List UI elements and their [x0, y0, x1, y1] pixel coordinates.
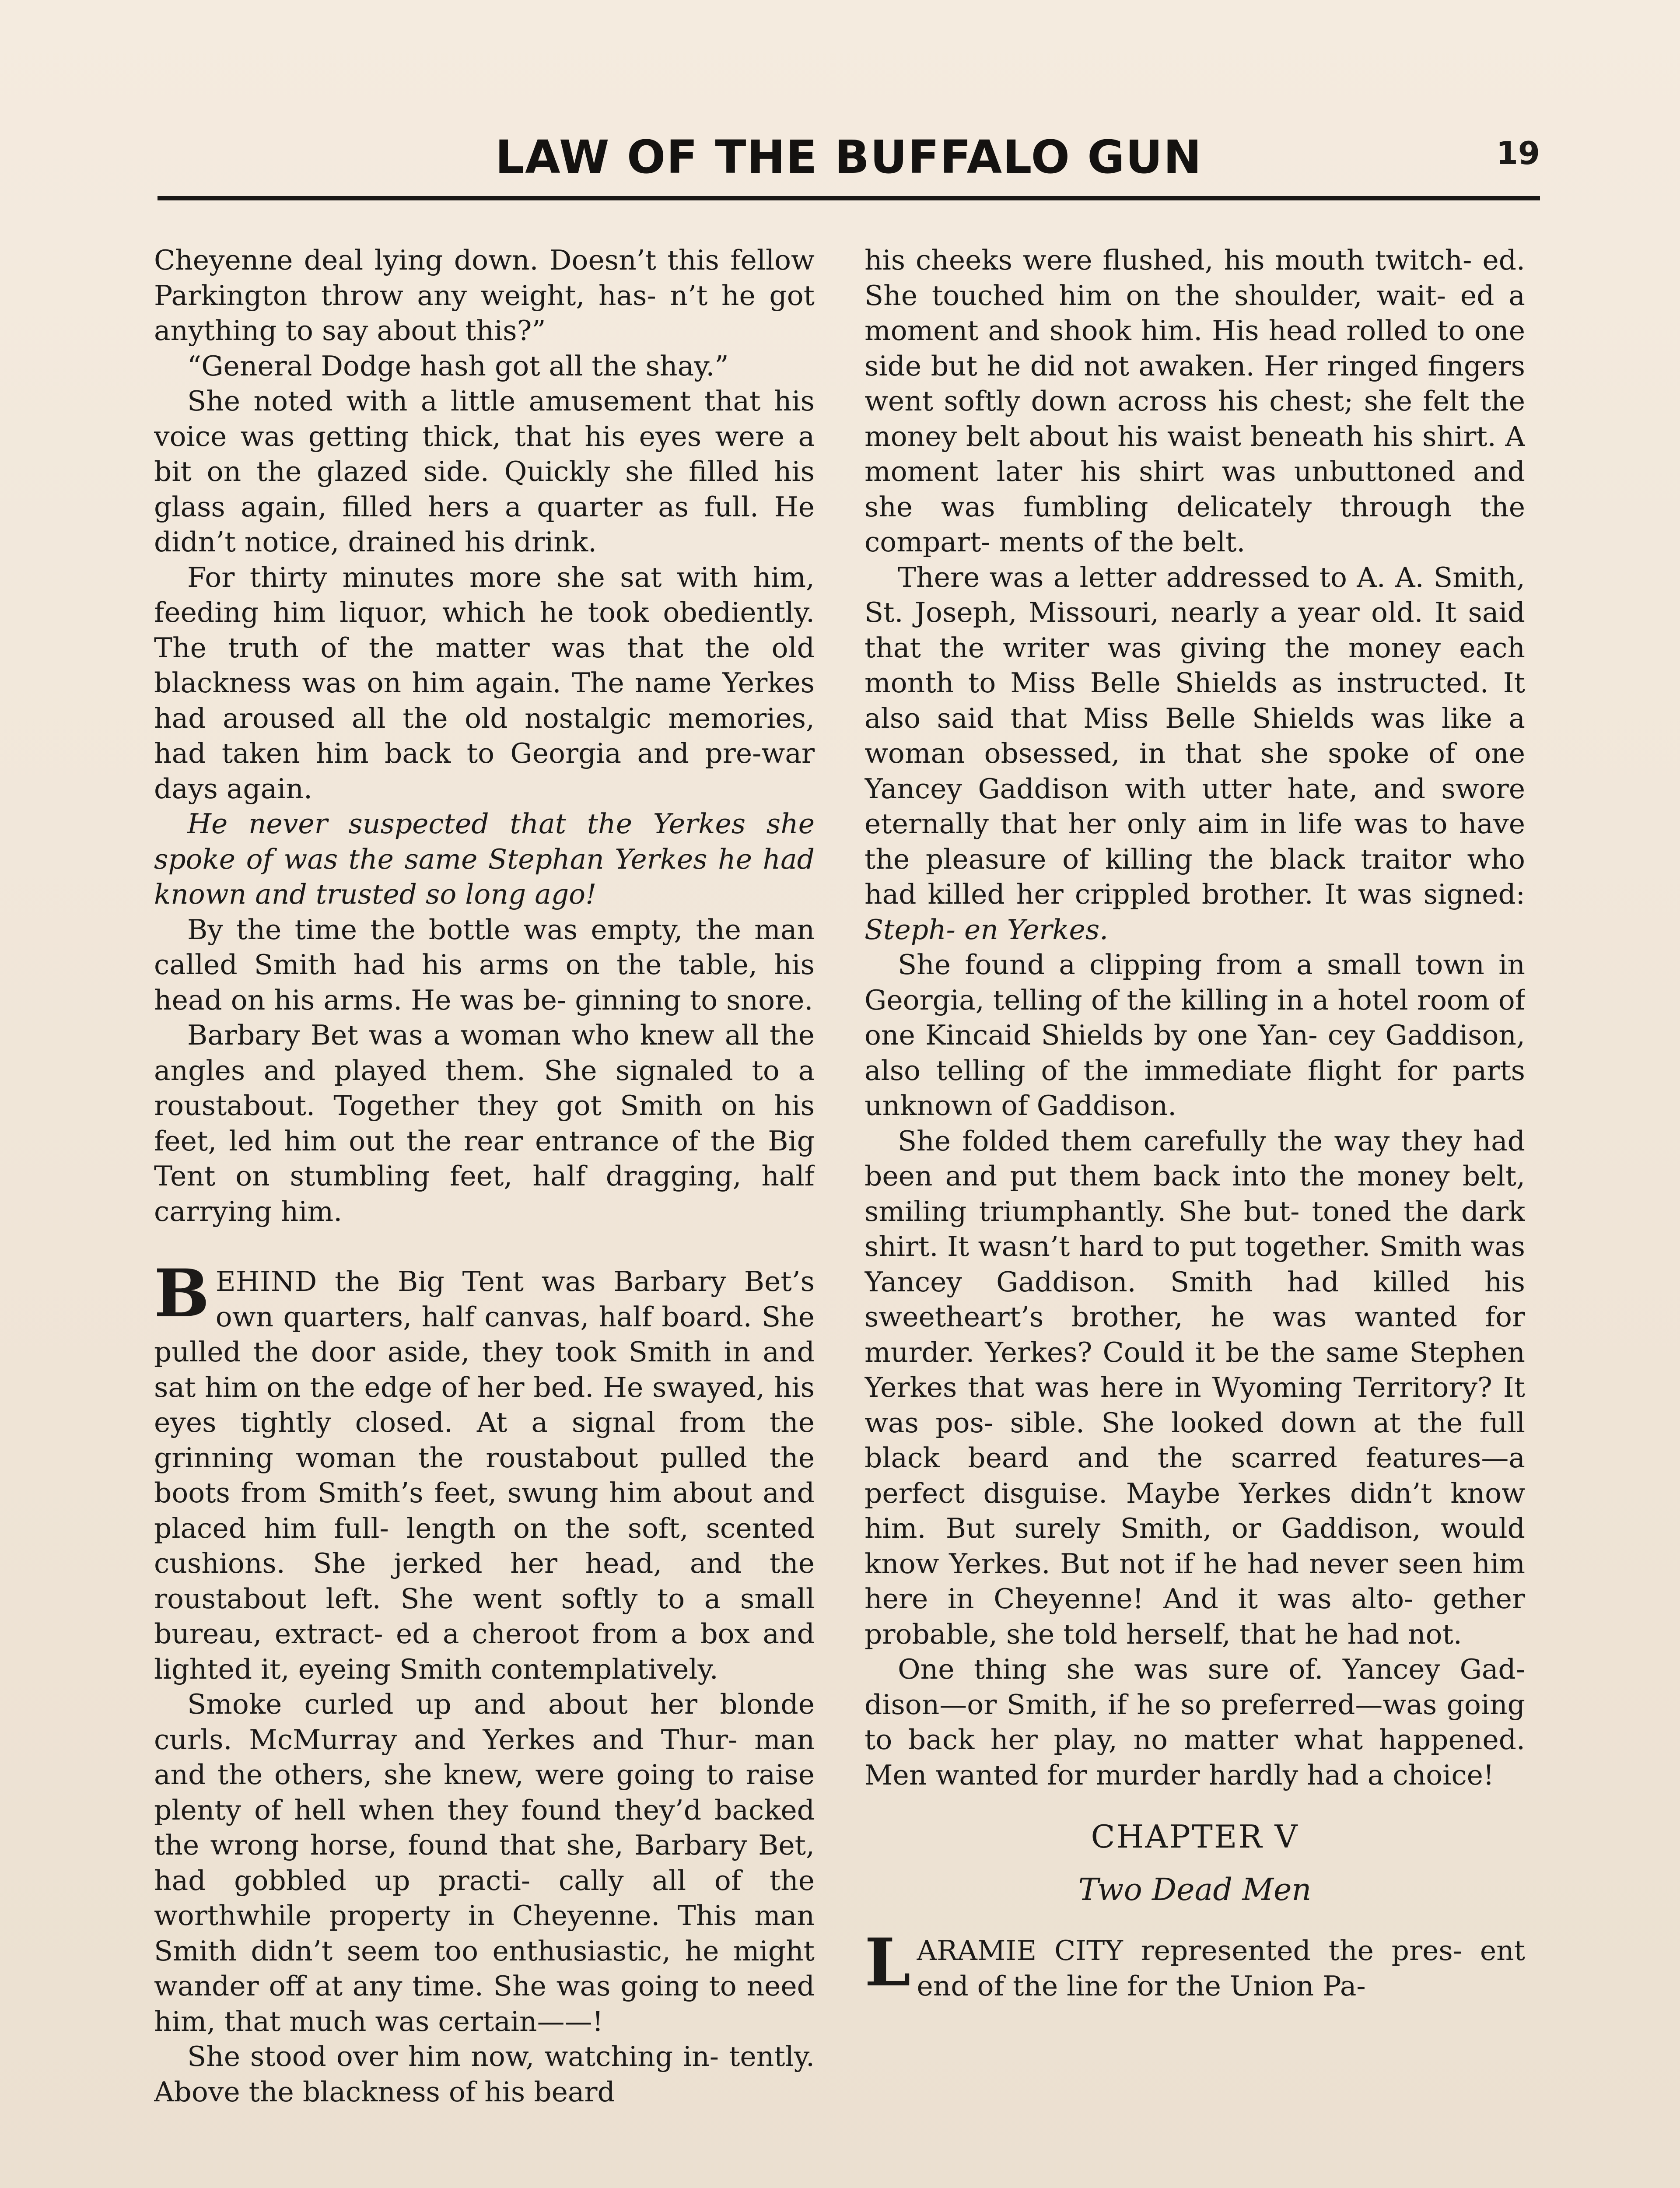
- paragraph: She folded them carefully the way they had been and put them back into the money belt, smiling triumphantly. She but- toned the dark shirt. It wasn’t hard to put together. Smith was Yancey Gaddison. Smith had killed his sweetheart’s brother, he was wanted for murder. Yerkes? Could it be the same Stephen Yerkes that was here in Wyoming Territory? It was pos- sible. She looked down at the full black beard and the scarred features—a perfect disguise. Maybe Yerkes didn’t know him. But surely Smith, or Gaddison, would know Yerkes. But not if he had never seen him here in Cheyenne! And it was alto- gether probable, she told herself, that he had not.: [864, 1125, 1525, 1650]
- paragraph: She noted with a little amusement that his voice was getting thick, that his eyes were a bit on the glazed side. Quickly she filled his glass again, filled hers a quarter as full. He didn’t notice, drained his drink.: [154, 385, 815, 558]
- paragraph: his cheeks were flushed, his mouth twitch- ed. She touched him on the shoulder, wait- ed a moment and shook him. His head rolled to one side but he did not awaken. Her ringed fingers went softly down across his chest; she felt the money belt about his waist beneath his shirt. A moment later his shirt was unbuttoned and she was fumbling delicately through the compart- ments of the belt.: [864, 244, 1525, 558]
- drop-cap: B: [154, 1255, 210, 1332]
- running-title: LAW OF THE BUFFALO GUN: [495, 130, 1203, 184]
- paragraph: She found a clipping from a small town in Georgia, telling of the killing in a hotel room of one Kincaid Shields by one Yan- cey Gaddison, also telling of the immediate flight for parts unknown of Gaddison.: [864, 949, 1525, 1122]
- paragraph: Smoke curled up and about her blonde curls. McMurray and Yerkes and Thur- man and the others, she knew, were going to raise plenty of hell when they found they’d backed the wrong horse, found that she, Barbary Bet, had gobbled up practi- cally all of the worthwhile property in Cheyenne. This man Smith didn’t seem too enthusiastic, he might wander off at any time. She was going to need him, that much was certain——!: [154, 1688, 815, 2037]
- chapter-gap: [864, 1793, 1525, 1810]
- chapter-title: CHAPTER V: [1091, 1818, 1299, 1855]
- paragraph: “General Dodge hash got all the shay.”: [187, 350, 729, 382]
- paragraph: By the time the bottle was empty, the man called Smith had his arms on the table, his head on his arms. He was be- ginning to snore.: [154, 913, 815, 1016]
- paragraph-text: EHIND the Big Tent was Barbary Bet’s own quarters, half canvas, half board. She pulled the door aside, they took Smith in and sat him on the edge of her bed. He swayed, his eyes tightly closed. At a signal from the grinning woman the roustabout pulled the boots from Smith’s feet, swung him about and placed him full- length on the soft, scented cushions. She jerked her head, and the roustabout left. She went softly to a small bureau, extract- ed a cheroot from a box and lighted it, eyeing Smith contemplatively.: [154, 1266, 815, 1685]
- paragraph: One thing she was sure of. Yancey Gad- dison—or Smith, if he so preferred—was going to back her play, no matter what happened. Men wanted for murder hardly had a choice!: [864, 1653, 1525, 1791]
- paragraph: For thirty minutes more she sat with him, feeding him liquor, which he took obediently. The truth of the matter was that the old blackness was on him again. The name Yerkes had aroused all the old nostalgic memories, had taken him back to Georgia and pre-war days again.: [154, 561, 815, 805]
- right-column: [864, 243, 1525, 2188]
- italic-paragraph: He never suspected that the Yerkes she spoke of was the same Stephan Yerkes he had known and trusted so long ago!: [154, 808, 815, 910]
- drop-cap: L: [864, 1924, 911, 2001]
- drop-cap-paragraph: [154, 1255, 815, 1687]
- paragraph-text: There was a letter addressed to A. A. Smith, St. Joseph, Missouri, nearly a year old. It said that the writer was giving the money each month to Miss Belle Shields as instructed. It also said that Miss Belle Shields was like a woman obsessed, in that she spoke of one Yancey Gaddison with utter hate, and swore eternally that her only aim in life was to have the pleasure of killing the black traitor who had killed her crippled brother. It was signed:: [864, 561, 1525, 910]
- page-number: 19: [1496, 135, 1540, 172]
- chapter-subtitle: Two Dead Men: [1078, 1871, 1312, 1907]
- paragraph: She stood over him now, watching in- tently. Above the blackness of his beard: [154, 2041, 815, 2108]
- paragraph: Barbary Bet was a woman who knew all the angles and played them. She signaled to a roustabout. Together they got Smith on his feet, led him out the rear entrance of the Big Tent on stumbling feet, half dragging, half carrying him.: [154, 1019, 815, 1227]
- header-rule: [158, 196, 1540, 200]
- left-column: [154, 243, 815, 2188]
- paragraph: Cheyenne deal lying down. Doesn’t this fellow Parkington throw any weight, has- n’t he got anything to say about this?”: [154, 244, 815, 347]
- signature: Steph- en Yerkes.: [864, 913, 1109, 946]
- section-break: [154, 1229, 815, 1264]
- paragraph: [864, 560, 1525, 948]
- drop-cap-paragraph: [864, 1924, 1525, 2004]
- running-header: [158, 123, 1540, 193]
- paragraph-text: ARAMIE CITY represented the pres- ent end of the line for the Union Pa-: [917, 1935, 1525, 2002]
